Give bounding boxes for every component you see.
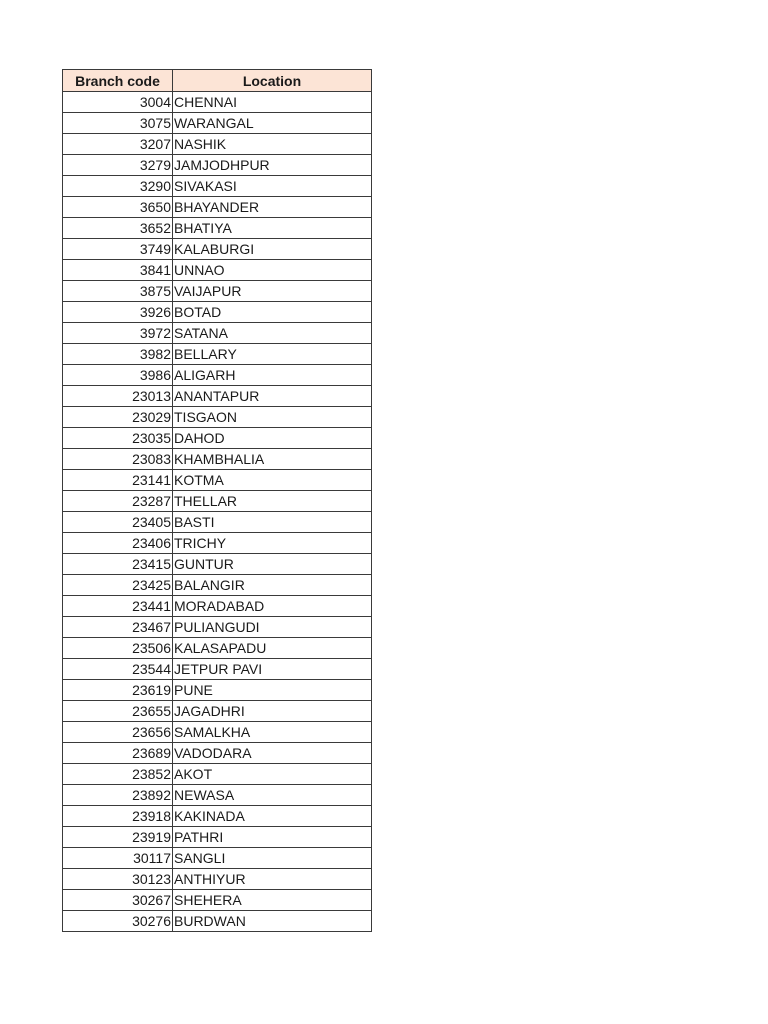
location-cell[interactable]: SIVAKASI: [173, 176, 372, 197]
location-cell[interactable]: GUNTUR: [173, 554, 372, 575]
location-cell[interactable]: BURDWAN: [173, 911, 372, 932]
branch-code-cell[interactable]: 3290: [63, 176, 173, 197]
location-cell[interactable]: BHAYANDER: [173, 197, 372, 218]
location-cell[interactable]: VAIJAPUR: [173, 281, 372, 302]
location-cell[interactable]: THELLAR: [173, 491, 372, 512]
table-row: [63, 701, 372, 722]
table-row: [63, 512, 372, 533]
table-row: [63, 764, 372, 785]
branch-code-cell[interactable]: 23544: [63, 659, 173, 680]
location-cell[interactable]: BELLARY: [173, 344, 372, 365]
table-row: [63, 386, 372, 407]
header-branch-code[interactable]: Branch code: [63, 70, 173, 92]
branch-code-cell[interactable]: 3279: [63, 155, 173, 176]
table-row: [63, 113, 372, 134]
header-location[interactable]: Location: [173, 70, 372, 92]
table-row: [63, 407, 372, 428]
branch-code-cell[interactable]: 30123: [63, 869, 173, 890]
location-cell[interactable]: ANTHIYUR: [173, 869, 372, 890]
location-cell[interactable]: MORADABAD: [173, 596, 372, 617]
branch-code-cell[interactable]: 23655: [63, 701, 173, 722]
branch-code-cell[interactable]: 3972: [63, 323, 173, 344]
location-cell[interactable]: NEWASA: [173, 785, 372, 806]
table-row: [63, 659, 372, 680]
branch-code-cell[interactable]: 23013: [63, 386, 173, 407]
branch-code-cell[interactable]: 3982: [63, 344, 173, 365]
table-row: [63, 155, 372, 176]
table-row: [63, 743, 372, 764]
table-row: [63, 638, 372, 659]
table-row: [63, 365, 372, 386]
table-row: [63, 890, 372, 911]
branch-code-cell[interactable]: 23918: [63, 806, 173, 827]
branch-code-cell[interactable]: 23919: [63, 827, 173, 848]
table-row: [63, 575, 372, 596]
location-cell[interactable]: TRICHY: [173, 533, 372, 554]
location-cell[interactable]: KALABURGI: [173, 239, 372, 260]
branch-code-cell[interactable]: 30276: [63, 911, 173, 932]
branch-code-cell[interactable]: 23506: [63, 638, 173, 659]
branch-code-cell[interactable]: 23287: [63, 491, 173, 512]
location-cell[interactable]: CHENNAI: [173, 92, 372, 113]
location-cell[interactable]: WARANGAL: [173, 113, 372, 134]
table-row: [63, 911, 372, 932]
table-row: [63, 428, 372, 449]
table-row: [63, 281, 372, 302]
branch-code-cell[interactable]: 3841: [63, 260, 173, 281]
table-row: [63, 323, 372, 344]
table-row: [63, 722, 372, 743]
branch-code-cell[interactable]: 23415: [63, 554, 173, 575]
table-row: [63, 806, 372, 827]
branch-code-cell[interactable]: 23467: [63, 617, 173, 638]
location-cell[interactable]: KHAMBHALIA: [173, 449, 372, 470]
table-row: [63, 239, 372, 260]
location-cell[interactable]: SHEHERA: [173, 890, 372, 911]
branch-code-cell[interactable]: 23141: [63, 470, 173, 491]
branch-code-cell[interactable]: 23892: [63, 785, 173, 806]
location-cell[interactable]: PULIANGUDI: [173, 617, 372, 638]
branch-code-cell[interactable]: 23852: [63, 764, 173, 785]
location-cell[interactable]: BASTI: [173, 512, 372, 533]
location-cell[interactable]: ANANTAPUR: [173, 386, 372, 407]
header-row: [63, 70, 372, 92]
location-cell[interactable]: TISGAON: [173, 407, 372, 428]
table-row: [63, 596, 372, 617]
location-cell[interactable]: SAMALKHA: [173, 722, 372, 743]
location-cell[interactable]: PATHRI: [173, 827, 372, 848]
table-row: [63, 827, 372, 848]
branch-code-cell[interactable]: 23405: [63, 512, 173, 533]
branch-code-cell[interactable]: 23656: [63, 722, 173, 743]
location-cell[interactable]: VADODARA: [173, 743, 372, 764]
branch-code-cell[interactable]: 3986: [63, 365, 173, 386]
branch-code-cell[interactable]: 3926: [63, 302, 173, 323]
table-row: [63, 134, 372, 155]
table-row: [63, 554, 372, 575]
branch-code-cell[interactable]: 23035: [63, 428, 173, 449]
table-row: [63, 302, 372, 323]
branch-code-cell[interactable]: 3875: [63, 281, 173, 302]
branch-code-cell[interactable]: 23029: [63, 407, 173, 428]
branch-code-cell[interactable]: 3004: [63, 92, 173, 113]
location-cell[interactable]: JETPUR PAVI: [173, 659, 372, 680]
branch-code-cell[interactable]: 23619: [63, 680, 173, 701]
location-cell[interactable]: SATANA: [173, 323, 372, 344]
table-row: [63, 848, 372, 869]
branch-code-cell[interactable]: 3650: [63, 197, 173, 218]
table-row: [63, 176, 372, 197]
branch-code-cell[interactable]: 3652: [63, 218, 173, 239]
table-row: [63, 470, 372, 491]
location-cell[interactable]: SANGLI: [173, 848, 372, 869]
table-row: [63, 218, 372, 239]
branch-code-cell[interactable]: 23406: [63, 533, 173, 554]
branch-location-table: [62, 69, 372, 932]
branch-code-cell[interactable]: 3749: [63, 239, 173, 260]
branch-code-cell[interactable]: 30267: [63, 890, 173, 911]
table-row: [63, 533, 372, 554]
branch-code-cell[interactable]: 3075: [63, 113, 173, 134]
branch-code-cell[interactable]: 30117: [63, 848, 173, 869]
table-row: [63, 491, 372, 512]
location-cell[interactable]: JAMJODHPUR: [173, 155, 372, 176]
location-cell[interactable]: DAHOD: [173, 428, 372, 449]
location-cell[interactable]: KAKINADA: [173, 806, 372, 827]
table-row: [63, 449, 372, 470]
branch-code-cell[interactable]: 23441: [63, 596, 173, 617]
table-row: [63, 680, 372, 701]
branch-code-cell[interactable]: 3207: [63, 134, 173, 155]
location-cell[interactable]: BOTAD: [173, 302, 372, 323]
table-row: [63, 92, 372, 113]
table-body: [63, 92, 372, 932]
table-row: [63, 260, 372, 281]
location-cell[interactable]: KALASAPADU: [173, 638, 372, 659]
location-cell[interactable]: KOTMA: [173, 470, 372, 491]
location-cell[interactable]: JAGADHRI: [173, 701, 372, 722]
location-cell[interactable]: AKOT: [173, 764, 372, 785]
branch-code-cell[interactable]: 23425: [63, 575, 173, 596]
location-cell[interactable]: NASHIK: [173, 134, 372, 155]
table-row: [63, 869, 372, 890]
branch-code-cell[interactable]: 23083: [63, 449, 173, 470]
location-cell[interactable]: ALIGARH: [173, 365, 372, 386]
spreadsheet-region: [62, 69, 371, 932]
branch-code-cell[interactable]: 23689: [63, 743, 173, 764]
location-cell[interactable]: UNNAO: [173, 260, 372, 281]
table-row: [63, 344, 372, 365]
table-row: [63, 197, 372, 218]
table-row: [63, 617, 372, 638]
location-cell[interactable]: BALANGIR: [173, 575, 372, 596]
location-cell[interactable]: PUNE: [173, 680, 372, 701]
location-cell[interactable]: BHATIYA: [173, 218, 372, 239]
table-row: [63, 785, 372, 806]
